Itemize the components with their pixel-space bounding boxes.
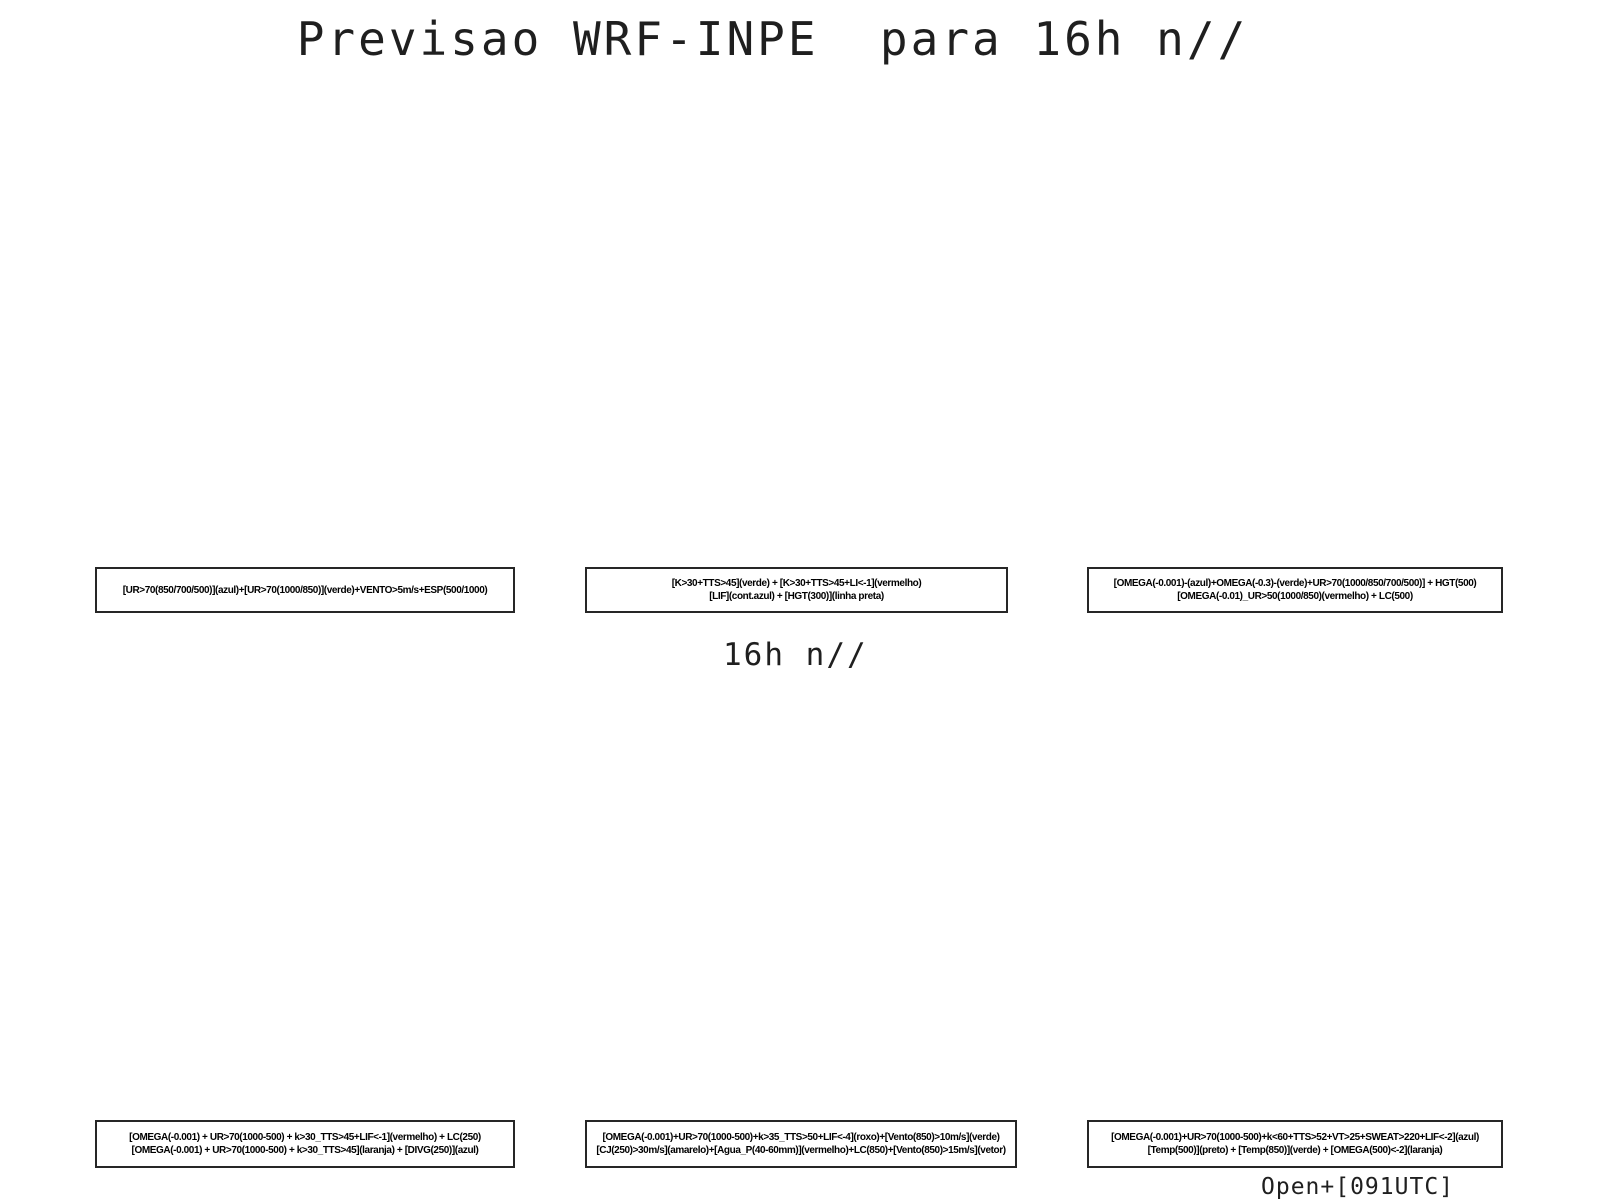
legend-line: [OMEGA(-0.001) + UR>70(1000-500) + k>30_TTS>45+LIF<-1](vermelho) + LC(250): [129, 1132, 481, 1143]
footer-label: Open+[091UTC]: [1261, 1174, 1455, 1200]
legend-box-top-center: [585, 567, 1008, 613]
page-title: Previsao WRF-INPE para 16h n//: [296, 12, 1249, 66]
legend-line: [OMEGA(-0.001)+UR>70(1000-500)+k<60+TTS>52+VT>25+SWEAT>220+LIF<-2](azul): [1111, 1132, 1479, 1143]
legend-line: [OMEGA(-0.001)+UR>70(1000-500)+k>35_TTS>50+LIF<-4](roxo)+[Vento(850)>10m/s](verde): [602, 1132, 1000, 1143]
legend-line: [K>30+TTS>45](verde) + [K>30+TTS>45+LI<-1](vermelho): [671, 578, 922, 589]
legend-line: [OMEGA(-0.001)-(azul)+OMEGA(-0.3)-(verde)+UR>70(1000/850/700/500)] + HGT(500): [1113, 578, 1477, 589]
legend-box-bottom-left: [95, 1120, 515, 1168]
legend-line: [Temp(500)](preto) + [Temp(850)](verde) + [OMEGA(500)<-2](laranja): [1147, 1145, 1443, 1156]
legend-line: [OMEGA(-0.001) + UR>70(1000-500) + k>30_TTS>45](laranja) + [DIVG(250)](azul): [131, 1145, 479, 1156]
legend-box-top-left: [95, 567, 515, 613]
legend-line: [OMEGA(-0.01)_UR>50(1000/850)(vermelho) + LC(500): [1177, 591, 1413, 602]
legend-line: [UR>70(850/700/500)](azul)+[UR>70(1000/850)](verde)+VENTO>5m/s+ESP(500/1000): [122, 584, 488, 596]
legend-box-bottom-right: [1087, 1120, 1503, 1168]
center-time-label: 16h n//: [723, 637, 868, 673]
legend-box-top-right: [1087, 567, 1503, 613]
legend-line: [CJ(250)>30m/s](amarelo)+[Agua_P(40-60mm)](vermelho)+LC(850)+[Vento(850)>15m/s](vetor): [596, 1145, 1006, 1156]
legend-box-bottom-center: [585, 1120, 1017, 1168]
legend-line: [LIF](cont.azul) + [HGT(300)](linha preta): [709, 591, 884, 602]
